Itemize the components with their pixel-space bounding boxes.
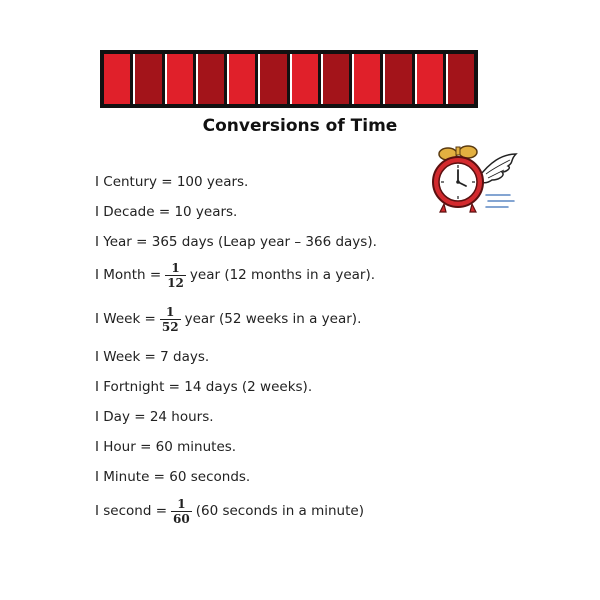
line-text: year (12 months in a year). [189,266,376,283]
banner-stripe [133,54,161,104]
conversion-line-week-days [95,351,209,365]
line-text: I Fortnight = 14 days (2 weeks). [95,379,313,395]
fraction-numerator: 1 [177,497,186,511]
conversion-line-minute [95,471,250,485]
line-text: I Day = 24 hours. [95,409,214,425]
conversion-line-week-fraction [95,306,361,333]
conversion-line-year [95,236,377,250]
fraction-denominator: 12 [167,276,184,290]
banner-stripe [415,54,443,104]
fraction [171,498,192,525]
banner-stripe [104,54,130,104]
line-text: I second = [95,502,168,519]
speed-lines [486,195,514,207]
banner-stripe [446,54,474,104]
line-text: I Week = 7 days. [95,349,210,365]
fraction-numerator: 1 [166,305,175,319]
banner-stripe [383,54,411,104]
banner-stripe [165,54,193,104]
conversion-line-day [95,411,214,425]
conversion-line-decade [95,206,237,220]
line-text: I Decade = 10 years. [95,204,238,220]
line-text: (60 seconds in a minute) [195,502,364,519]
fraction-numerator: 1 [171,261,180,275]
winged-alarm-clock-icon [428,140,518,220]
banner-stripe [290,54,318,104]
banner-stripe [321,54,349,104]
conversion-line-fortnight [95,381,312,395]
line-text: I Week = [95,310,156,327]
fraction-denominator: 60 [173,512,190,526]
fraction [160,306,181,333]
conversion-line-month [95,262,375,289]
page-title: Conversions of Time [202,116,398,136]
line-text: I Century = 100 years. [95,174,249,190]
fraction [165,262,186,289]
banner-stripe [227,54,255,104]
line-text: I Month = [95,266,162,283]
line-text: I Year = 365 days (Leap year – 366 days). [95,234,377,250]
banner-stripe [352,54,380,104]
conversion-line-hour [95,441,236,455]
banner-stripe [258,54,286,104]
fraction-denominator: 52 [161,320,179,334]
striped-banner [100,50,478,108]
conversion-line-century [95,176,248,190]
conversion-line-second [95,498,364,525]
line-text: I Hour = 60 minutes. [95,439,237,455]
line-text: year (52 weeks in a year). [184,310,362,327]
line-text: I Minute = 60 seconds. [95,469,251,485]
banner-stripe [196,54,224,104]
